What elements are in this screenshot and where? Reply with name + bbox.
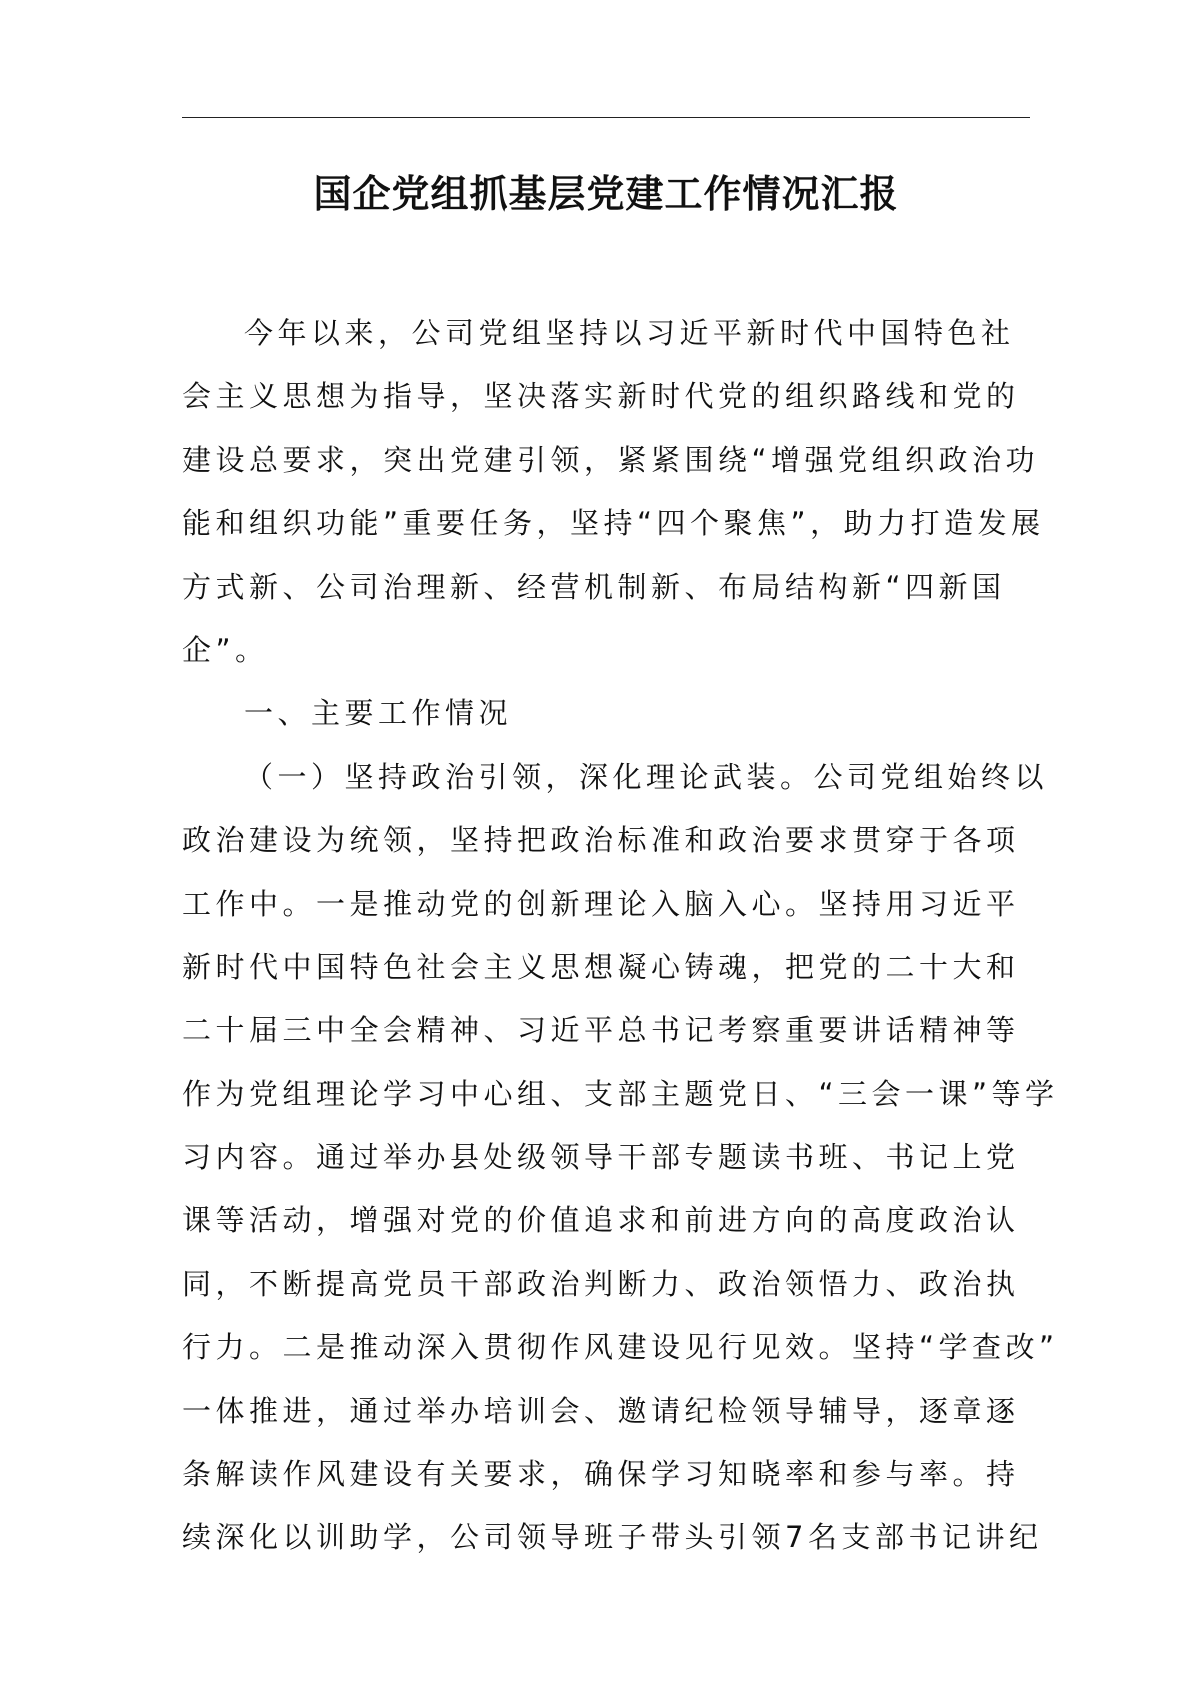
body-line: 课等活动，增强对党的价值追求和前进方向的高度政治认 [182,1203,1020,1238]
body-line: 会主义思想为指导，坚决落实新时代党的组织路线和党的 [182,379,1020,414]
document-title: 国企党组抓基层党建工作情况汇报 [313,172,899,216]
body-line: 企”。 [182,632,269,667]
body-line: 一体推进，通过举办培训会、邀请纪检领导辅导，逐章逐 [182,1393,1020,1428]
body-line: 今年以来，公司党组坚持以习近平新时代中国特色社 [244,316,1015,350]
body-line: 新时代中国特色社会主义思想凝心铸魂，把党的二十大和 [182,949,1020,984]
body-line: 二十届三中全会精神、习近平总书记考察重要讲话精神等 [182,1013,1020,1048]
body-line: 同，不断提高党员干部政治判断力、政治领悟力、政治执 [182,1266,1020,1301]
document-body [182,302,1059,1570]
body-line: 工作中。一是推动党的创新理论入脑入心。坚持用习近平 [182,886,1020,921]
body-line: 建设总要求，突出党建引领，紧紧围绕“增强党组织政治功 [182,442,1040,477]
body-line: 政治建设为统领，坚持把政治标准和政治要求贯穿于各项 [182,823,1020,858]
body-line: 一、主要工作情况 [244,696,513,731]
body-line: 作为党组理论学习中心组、支部主题党日、“三会一课”等学 [182,1076,1059,1111]
body-line: 能和组织功能”重要任务，坚持“四个聚焦”，助力打造发展 [182,506,1045,541]
body-line: （一）坚持政治引领，深化理论武装。公司党组始终以 [244,759,1049,794]
body-line: 习内容。通过举办县处级领导干部专题读书班、书记上党 [182,1140,1020,1175]
body-line: 行力。二是推动深入贯彻作风建设见行见效。坚持“学查改” [182,1330,1059,1365]
body-line: 条解读作风建设有关要求，确保学习知晓率和参与率。持 [182,1457,1020,1492]
body-line: 方式新、公司治理新、经营机制新、布局结构新“四新国 [182,569,1006,604]
body-line: 续深化以训助学，公司领导班子带头引领7名支部书记讲纪 [182,1520,1043,1555]
header-rule [182,117,1030,118]
